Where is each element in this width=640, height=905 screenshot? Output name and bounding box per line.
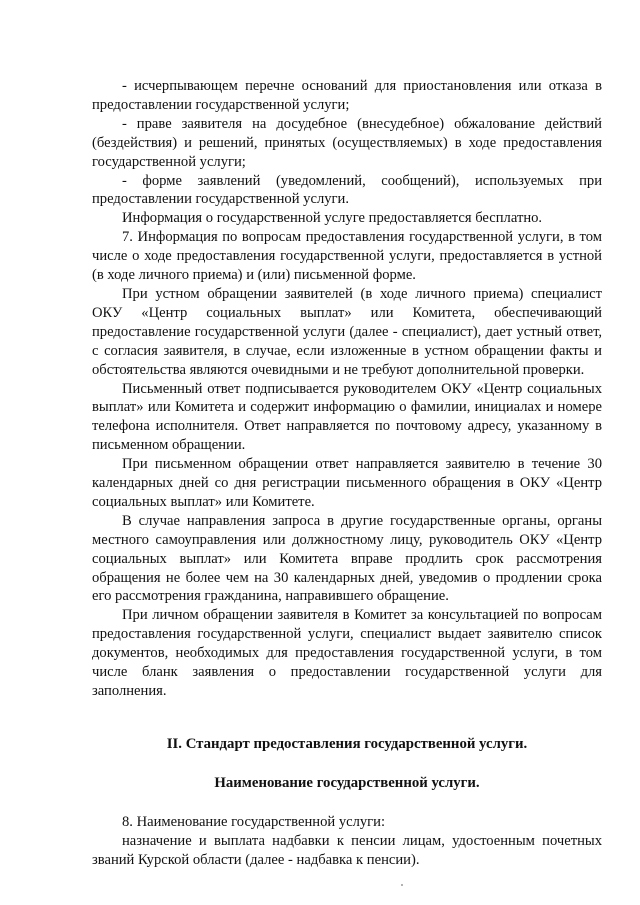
paragraph: Информация о государственной услуге предоставляется бесплатно. — [122, 210, 543, 227]
paragraph: При устном обращении заявителей (в ходе личного приема) специалист ОКУ «Центр социальных выплат» или Комитета, обеспечивающий предоставление государственной услуги (далее - специалист), дает устный ответ, с согласия заявителя, в случае, если изложенные в устном обращении факты и обстоятельства являются очевидными и не требуют дополнительной проверки. — [92, 285, 602, 378]
paragraph: При личном обращении заявителя в Комитет за консультацией по вопросам предоставления государственной услуги, специалист выдает заявителю список документов, необходимых для предоставления государственной услуги, в том числе бланк заявления о предоставлении государственной услуги для заполнения. — [92, 607, 602, 699]
paragraph: 7. Информация по вопросам предоставления государственной услуги, в том числе о ходе предоставления государственной услуги, предоставляется в устной (в ходе личного приема) и (или) письменной форме. — [92, 229, 602, 284]
paragraph-group-info — [92, 77, 602, 701]
paragraph: При письменном обращении ответ направляется заявителю в течение 30 календарных дней со дня регистрации письменного обращения в ОКУ «Центр социальных выплат» или Комитете. — [92, 456, 602, 510]
scan-speck — [401, 884, 403, 886]
document-body — [92, 77, 602, 870]
paragraph: В случае направления запроса в другие государственные органы, органы местного самоуправления или должностному лицу, руководитель ОКУ «Центр социальных выплат» или Комитета вправе продлить срок рассмотрения обращения не более чем на 30 календарных дней, уведомив о продлении срока его рассмотрения гражданина, направившего обращение. — [92, 512, 602, 605]
list-item: - форме заявлений (уведомлений, сообщений), используемых при предоставлении государственной услуги. — [92, 172, 602, 208]
paragraph: 8. Наименование государственной услуги: — [122, 813, 386, 830]
paragraph: Письменный ответ подписывается руководителем ОКУ «Центр социальных выплат» или Комитета и содержит информацию о фамилии, инициалах и номере телефона исполнителя. Ответ направляется по почтовому адресу, указанному в письменном обращении. — [92, 380, 602, 454]
paragraph-group-service-name — [92, 813, 602, 870]
paragraph: назначение и выплата надбавки к пенсии лицам, удостоенным почетных званий Курской области (далее - надбавка к пенсии). — [92, 832, 602, 868]
list-item: - исчерпывающем перечне оснований для приостановления или отказа в предоставлении государственной услуги; — [92, 78, 602, 113]
section-heading: II. Стандарт предоставления государственной услуги. — [166, 735, 528, 752]
list-item: - праве заявителя на досудебное (внесудебное) обжалование действий (бездействия) и решений, принятых (осуществляемых) в ходе предоставления государственной услуги; — [92, 115, 602, 170]
subsection-heading: Наименование государственной услуги. — [214, 774, 480, 791]
